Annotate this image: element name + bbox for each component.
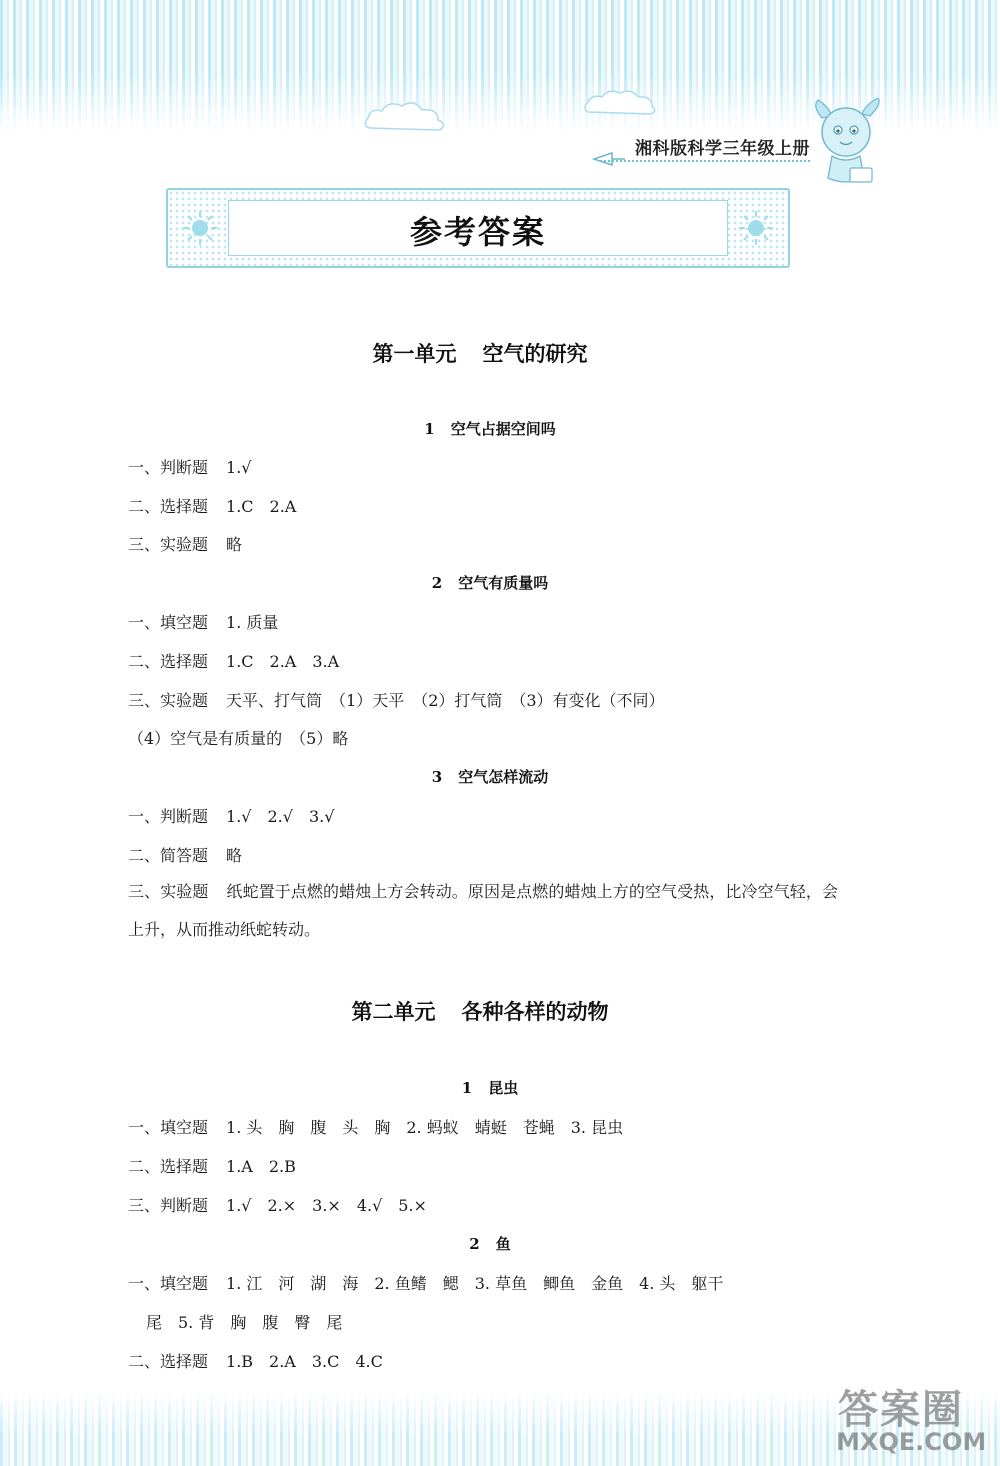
header-divider <box>600 160 810 162</box>
lesson-title: 2 空气有质量吗 <box>431 574 549 592</box>
answer-line: 二、简答题 略 <box>128 846 243 865</box>
lesson-title: 1 昆虫 <box>461 1079 519 1097</box>
cloud-icon <box>360 96 450 136</box>
book-title: 湘科版科学三年级上册 <box>635 139 810 159</box>
answer-line: 二、选择题 1.B 2.A 3.C 4.C <box>128 1352 383 1371</box>
answer-line: 一、填空题 1. 质量 <box>128 613 279 632</box>
answer-line: 三、实验题 略 <box>128 535 243 554</box>
cloud-icon <box>580 84 660 118</box>
mascot-icon <box>808 98 888 188</box>
answer-line: 尾 5. 背 胸 腹 臀 尾 <box>146 1313 343 1332</box>
sun-ornament-icon <box>738 210 774 246</box>
page-title: 参考答案 <box>409 213 546 251</box>
answer-line: 三、实验题 天平、打气筒 （1）天平 （2）打气筒 （3）有变化（不同） <box>128 691 665 710</box>
answer-line: 二、选择题 1.A 2.B <box>128 1157 296 1176</box>
answer-line: 一、判断题 1.√ 2.√ 3.√ <box>128 807 335 826</box>
answer-line: 一、判断题 1.√ <box>128 458 252 477</box>
arrow-icon <box>592 150 626 168</box>
answer-line: （4）空气是有质量的 （5）略 <box>128 729 349 748</box>
title-banner <box>166 188 790 268</box>
answer-paragraph: 三、实验题 纸蛇置于点燃的蜡烛上方会转动。原因是点燃的蜡烛上方的空气受热，比冷空气轻，会上升，从而推动纸蛇转动。 <box>128 882 838 939</box>
sun-ornament-icon <box>182 210 218 246</box>
answer-line: 一、填空题 1. 江 河 湖 海 2. 鱼鳍 鳃 3. 草鱼 鲫鱼 金鱼 4. 头 躯干 <box>128 1274 724 1293</box>
lesson-title: 3 空气怎样流动 <box>431 768 549 786</box>
answer-line: 三、判断题 1.√ 2.× 3.× 4.√ 5.× <box>128 1196 427 1215</box>
answer-line: 二、选择题 1.C 2.A 3.A <box>128 652 340 671</box>
lesson-title: 1 空气占据空间吗 <box>424 420 556 438</box>
watermark-logo: 答案圈 MXQE.COM <box>836 1387 987 1456</box>
unit-title: 第一单元 空气的研究 <box>372 342 588 366</box>
answer-line: 一、填空题 1. 头 胸 腹 头 胸 2. 蚂蚁 蜻蜓 苍蝇 3. 昆虫 <box>128 1118 624 1137</box>
lesson-title: 2 鱼 <box>469 1235 511 1253</box>
unit-title: 第二单元 各种各样的动物 <box>351 1000 609 1024</box>
answer-line: 二、选择题 1.C 2.A <box>128 497 297 516</box>
